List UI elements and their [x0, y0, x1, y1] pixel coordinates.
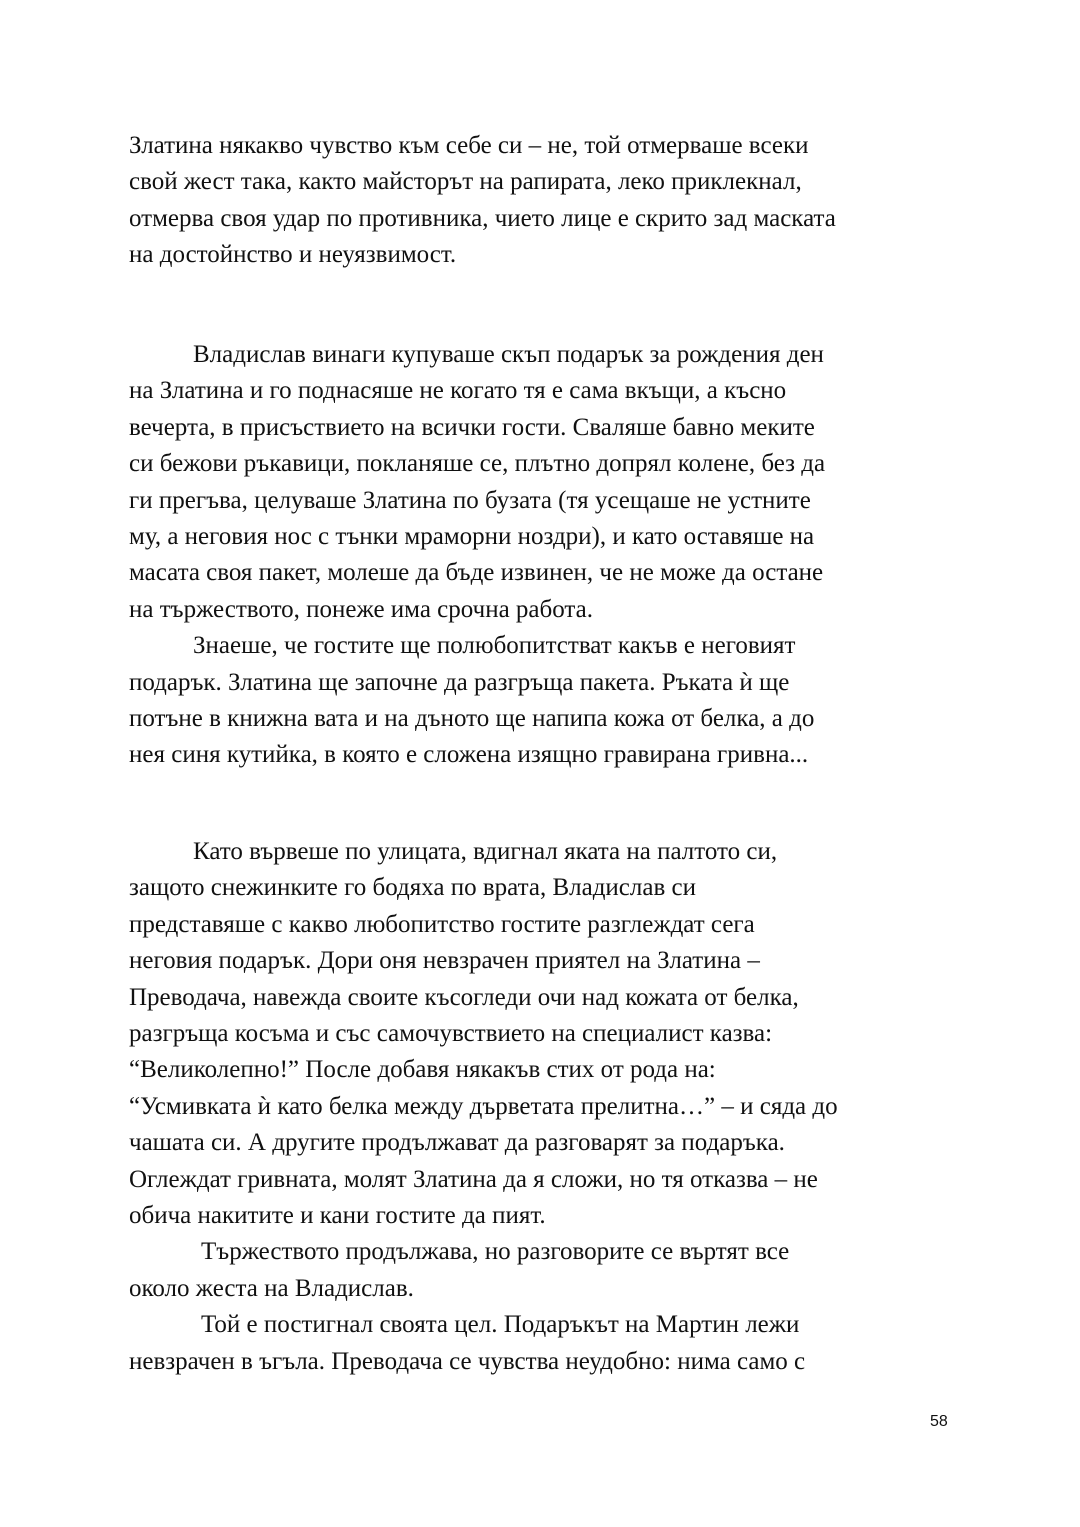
text-line: потъне в книжна вата и на дъното ще напипа кожа от белка, а до [129, 705, 815, 733]
text-line: масата своя пакет, молеше да бъде извинен, че не може да остане [129, 559, 824, 587]
text-line: защото снежинките го бодяха по врата, Владислав си [129, 874, 697, 902]
text-line: отмерва своя удар по противника, чието лице е скрито зад маската [129, 204, 836, 232]
text-line: нея синя кутийка, в която е сложена изящно гравирана гривна... [129, 741, 809, 769]
text-line: обича накитите и кани гостите да пият. [129, 1202, 546, 1230]
text-line: Преводача, навежда своите късогледи очи над кожата от белка, [129, 983, 799, 1011]
text-line: Тържеството продължава, но разговорите се въртят все [201, 1238, 790, 1266]
paragraph-section-2 [129, 337, 969, 774]
text-line: ги прегъва, целуваше Златина по бузата (тя усещаше не устните [129, 486, 811, 514]
text-line: вечерта, в присъствието на всички гости. Сваляше бавно меките [129, 413, 815, 441]
text-line: неговия подарък. Дори оня невзрачен приятел на Златина – [129, 947, 760, 975]
text-line: Той е постигнал своята цел. Подаръкът на Мартин лежи [201, 1311, 800, 1339]
text-line: около жеста на Владислав. [129, 1274, 414, 1302]
text-line: Като вървеше по улицата, вдигнал яката на палтото си, [193, 838, 778, 865]
text-line: Владислав винаги купуваше скъп подарък за рождения ден [193, 341, 824, 368]
text-line: Златина някакво чувство към себе си – не, той отмерваше всеки [129, 132, 809, 159]
text-line: “Усмивката ѝ като белка между дърветата прелитна…” – и сяда до [129, 1092, 838, 1120]
paragraph-continuation [129, 128, 969, 274]
text-line: на тържеството, понеже има срочна работа. [129, 595, 593, 623]
text-line: му, а неговия нос с тънки мраморни ноздри), и като оставяше на [129, 523, 815, 551]
page-number: 58 [930, 1413, 948, 1430]
text-line: чашата си. А другите продължават да разговарят за подаръка. [129, 1129, 785, 1157]
text-line: Оглеждат гривната, молят Златина да я сложи, но тя отказва – не [129, 1165, 818, 1193]
text-line: Знаеше, че гостите ще полюбопитстват какъв е неговият [193, 632, 796, 660]
text-line: на Златина и го поднасяше не когато тя е сама вкъщи, а късно [129, 377, 787, 405]
text-line: “Великолепно!” После добавя някакъв стих от рода на: [129, 1056, 716, 1084]
text-line: представяше с какво любопитство гостите разглеждат сега [129, 910, 755, 938]
paragraph-section-3 [129, 834, 969, 1380]
text-line: свой жест така, както майсторът на рапирата, леко приклекнал, [129, 168, 802, 196]
text-line: разгръща косъма и със самочувствието на специалист казва: [129, 1020, 773, 1048]
text-line: си бежови ръкавици, покланяше се, плътно допрял колене, без да [129, 450, 826, 478]
text-line: невзрачен в ъгъла. Преводача се чувства неудобно: нима само с [129, 1347, 806, 1375]
text-line: на достойнство и неуязвимост. [129, 241, 457, 269]
text-line: подарък. Златина ще започне да разгръща пакета. Ръката ѝ ще [129, 668, 790, 696]
